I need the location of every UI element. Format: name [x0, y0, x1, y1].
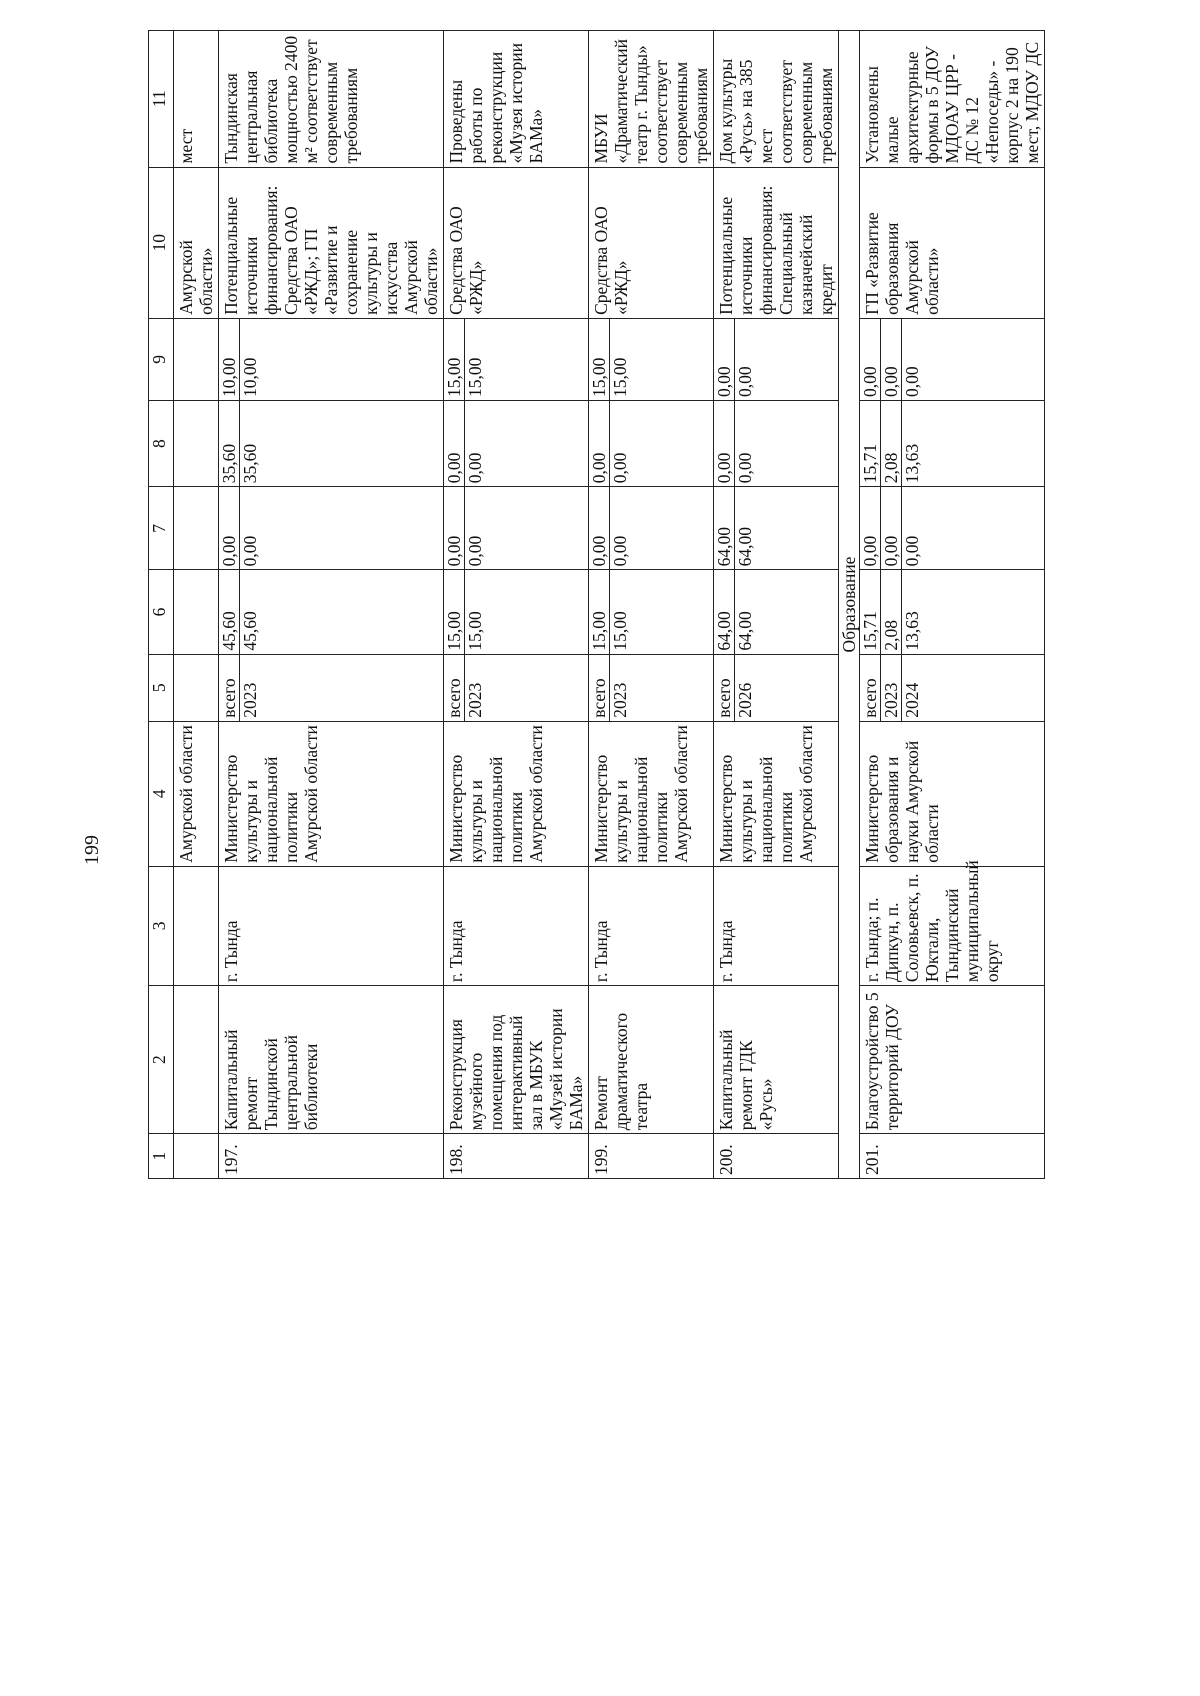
row-col9	[589, 318, 714, 400]
year-label: всего	[219, 655, 240, 721]
row-place: г. Тында	[714, 866, 839, 985]
value: 64,00	[735, 527, 755, 567]
value: 13,63	[902, 443, 922, 484]
value: 0,00	[714, 319, 735, 400]
value: 0,00	[219, 487, 240, 569]
row-result: Дом культуры «Русь» на 385 мест соответствует современным требованиям	[714, 31, 839, 168]
row-col7	[589, 487, 714, 570]
value: 0,00	[902, 366, 922, 397]
table-row	[444, 31, 589, 1179]
col-header: 7	[149, 487, 174, 570]
row-result: Проведены работы по реконструкции «Музея истории БАМа»	[444, 31, 589, 168]
column-number-row	[149, 31, 174, 1179]
value: 15,00	[444, 319, 465, 400]
row-col6	[860, 570, 1045, 654]
row-col8	[860, 400, 1045, 486]
table-row	[860, 31, 1045, 1179]
row-result: Установлены малые архитектурные формы в 5 ДОУ МДОАУ ЦРР - ДС № 12 «Непоседы» - корпус 2 на 190 мест, МДОУ ДС	[860, 31, 1045, 168]
value: 15,00	[610, 357, 630, 397]
col-header: 3	[149, 866, 174, 985]
row-col6	[219, 570, 444, 654]
col-header: 11	[149, 31, 174, 168]
col-header: 8	[149, 400, 174, 486]
continuation-row	[174, 31, 219, 1179]
col-header: 4	[149, 721, 174, 866]
section-title: Образование	[839, 31, 860, 1179]
row-sources: ГП «Развитие образования Амурской области»	[860, 167, 1045, 318]
value: 0,00	[465, 452, 485, 484]
value: 0,00	[902, 535, 922, 567]
row-col7	[444, 487, 589, 570]
row-years	[589, 654, 714, 721]
value: 64,00	[714, 570, 735, 653]
table-row	[714, 31, 839, 1179]
row-number: 197.	[219, 1134, 444, 1179]
row-col8	[589, 400, 714, 486]
row-col9	[860, 318, 1045, 400]
row-number: 199.	[589, 1134, 714, 1179]
value: 15,00	[610, 611, 630, 651]
value: 35,60	[240, 443, 260, 484]
row-col9	[219, 318, 444, 400]
value: 10,00	[219, 319, 240, 400]
row-responsible: Министерство культуры и национальной политики Амурской области	[444, 721, 589, 866]
value: 0,00	[589, 401, 610, 486]
value: 64,00	[735, 611, 755, 651]
year-label: 2024	[902, 682, 922, 718]
row-result: Тындинская центральная библиотека мощностью 2400 м² соответствует современным требованиям	[219, 31, 444, 168]
year-label: всего	[444, 655, 465, 721]
value: 0,00	[860, 487, 881, 569]
row-result: МБУИ «Драматический театр г. Тынды» соответствует современным требованиям	[589, 31, 714, 168]
row-years	[219, 654, 444, 721]
table-row	[219, 31, 444, 1179]
row-col9	[714, 318, 839, 400]
section-row	[839, 31, 860, 1179]
row-name: Благоустройство 5 территорий ДОУ	[860, 986, 1045, 1134]
value: 0,00	[714, 401, 735, 486]
value: 0,00	[735, 452, 755, 484]
row-col6	[714, 570, 839, 654]
value: 0,00	[735, 366, 755, 397]
col-header: 9	[149, 318, 174, 400]
continuation-col10: Амурской области»	[174, 167, 219, 318]
row-col8	[714, 400, 839, 486]
row-place: г. Тында	[444, 866, 589, 985]
value: 0,00	[881, 487, 902, 569]
row-number: 200.	[714, 1134, 839, 1179]
page-number: 199	[81, 835, 103, 865]
col-header: 1	[149, 1134, 174, 1179]
year-label: 2023	[610, 682, 630, 718]
year-label: всего	[589, 655, 610, 721]
value: 15,71	[860, 401, 881, 486]
value: 0,00	[881, 319, 902, 400]
value: 15,00	[465, 357, 485, 397]
year-label: всего	[714, 655, 735, 721]
row-place: г. Тында; п. Дипкун, п. Соловьевск, п. Юктали, Тындинский муниципальный округ	[860, 866, 1045, 985]
value: 15,00	[465, 611, 485, 651]
row-name: Капитальный ремонт Тындинской центральной библиотеки	[219, 986, 444, 1134]
value: 0,00	[465, 535, 485, 567]
row-name: Капитальный ремонт ГДК «Русь»	[714, 986, 839, 1134]
value: 15,71	[860, 570, 881, 653]
row-sources: Потенциальные источники финансирования: Средства ОАО «РЖД»; ГП «Развитие и сохранение культуры и искусства Амурской области»	[219, 167, 444, 318]
col-header: 6	[149, 570, 174, 654]
value: 0,00	[444, 401, 465, 486]
row-col6	[444, 570, 589, 654]
value: 45,60	[219, 570, 240, 653]
value: 64,00	[714, 487, 735, 569]
value: 15,00	[444, 570, 465, 653]
row-col9	[444, 318, 589, 400]
row-name: Ремонт драматического театра	[589, 986, 714, 1134]
year-label: 2026	[735, 682, 755, 718]
continuation-col11: мест	[174, 31, 219, 168]
row-responsible: Министерство культуры и национальной политики Амурской области	[589, 721, 714, 866]
row-col7	[714, 487, 839, 570]
row-sources: Потенциальные источники финансирования: Специальный казначейский кредит	[714, 167, 839, 318]
row-years	[714, 654, 839, 721]
row-col7	[219, 487, 444, 570]
value: 35,60	[219, 401, 240, 486]
row-years	[444, 654, 589, 721]
year-label: 2023	[240, 682, 260, 718]
value: 10,00	[240, 357, 260, 397]
row-col7	[860, 487, 1045, 570]
program-table	[148, 30, 1045, 1179]
row-years	[860, 654, 1045, 721]
value: 0,00	[610, 452, 630, 484]
row-sources: Средства ОАО «РЖД»	[444, 167, 589, 318]
row-name: Реконструкция музейного помещения под интерактивный зал в МБУК «Музей истории БАМа»	[444, 986, 589, 1134]
row-number: 201.	[860, 1134, 1045, 1179]
row-col8	[219, 400, 444, 486]
row-place: г. Тында	[219, 866, 444, 985]
value: 2,08	[881, 401, 902, 486]
year-label: всего	[860, 655, 881, 721]
col-header: 2	[149, 986, 174, 1134]
row-place: г. Тында	[589, 866, 714, 985]
value: 0,00	[444, 487, 465, 569]
rotated-table-wrapper	[148, 30, 1118, 1179]
row-col6	[589, 570, 714, 654]
value: 15,00	[589, 319, 610, 400]
value: 13,63	[902, 611, 922, 651]
row-responsible: Министерство культуры и национальной политики Амурской области	[219, 721, 444, 866]
value: 2,08	[881, 570, 902, 653]
row-responsible: Министерство культуры и национальной политики Амурской области	[714, 721, 839, 866]
row-responsible: Министерство образования и науки Амурской области	[860, 721, 1045, 866]
continuation-col4: Амурской области	[174, 721, 219, 866]
row-sources: Средства ОАО «РЖД»	[589, 167, 714, 318]
year-label: 2023	[881, 655, 902, 721]
col-header: 10	[149, 167, 174, 318]
row-number: 198.	[444, 1134, 589, 1179]
row-col8	[444, 400, 589, 486]
year-label: 2023	[465, 682, 485, 718]
table-row	[589, 31, 714, 1179]
value: 15,00	[589, 570, 610, 653]
value: 45,60	[240, 611, 260, 651]
value: 0,00	[589, 487, 610, 569]
value: 0,00	[240, 535, 260, 567]
value: 0,00	[610, 535, 630, 567]
col-header: 5	[149, 654, 174, 721]
value: 0,00	[860, 319, 881, 400]
